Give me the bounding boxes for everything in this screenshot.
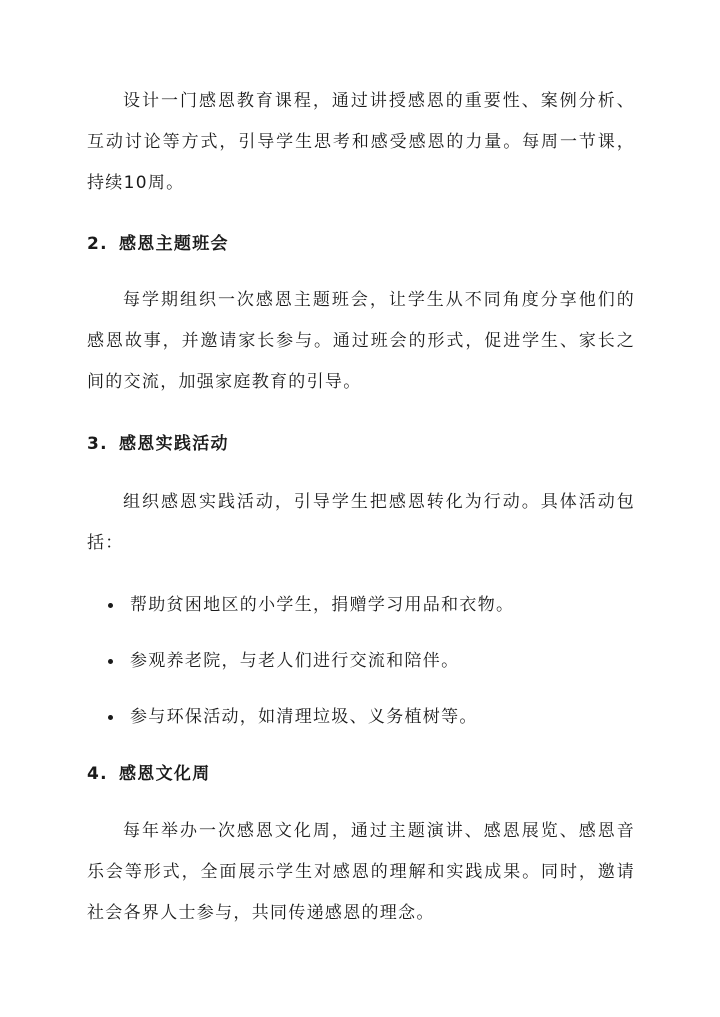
- section-4-paragraph: 每年举办一次感恩文化周，通过主题演讲、感恩展览、感恩音乐会等形式，全面展示学生对感恩的理解和实践成果。同时，邀请社会各界人士参与，共同传递感恩的理念。: [87, 821, 635, 923]
- bullet-icon: [108, 659, 113, 664]
- bullet-icon: [108, 715, 113, 720]
- section-heading-4: [87, 762, 211, 786]
- list-item: [108, 705, 478, 729]
- section-number: 4.: [87, 764, 108, 784]
- section-title: 感恩文化周: [119, 764, 211, 784]
- section-number: 3.: [87, 434, 108, 454]
- section-heading-3: [87, 432, 229, 456]
- section-title: 感恩主题班会: [119, 234, 229, 254]
- bullet-icon: [108, 603, 113, 608]
- list-item: [108, 649, 459, 673]
- list-item-text: 帮助贫困地区的小学生，捐赠学习用品和衣物。: [130, 595, 515, 615]
- list-item: [108, 593, 514, 617]
- section-3-paragraph: 组织感恩实践活动，引导学生把感恩转化为行动。具体活动包括：: [87, 492, 635, 553]
- list-item-text: 参与环保活动，如清理垃圾、义务植树等。: [130, 707, 478, 727]
- section-number: 2.: [87, 234, 108, 254]
- list-item-text: 参观养老院，与老人们进行交流和陪伴。: [130, 651, 460, 671]
- section-heading-2: [87, 232, 229, 256]
- section-2-paragraph: 每学期组织一次感恩主题班会，让学生从不同角度分享他们的感恩故事，并邀请家长参与。通过班会的形式，促进学生、家长之间的交流，加强家庭教育的引导。: [87, 290, 635, 392]
- section-title: 感恩实践活动: [119, 434, 229, 454]
- intro-paragraph: 设计一门感恩教育课程，通过讲授感恩的重要性、案例分析、互动讨论等方式，引导学生思考和感受感恩的力量。每周一节课，持续10周。: [87, 91, 635, 193]
